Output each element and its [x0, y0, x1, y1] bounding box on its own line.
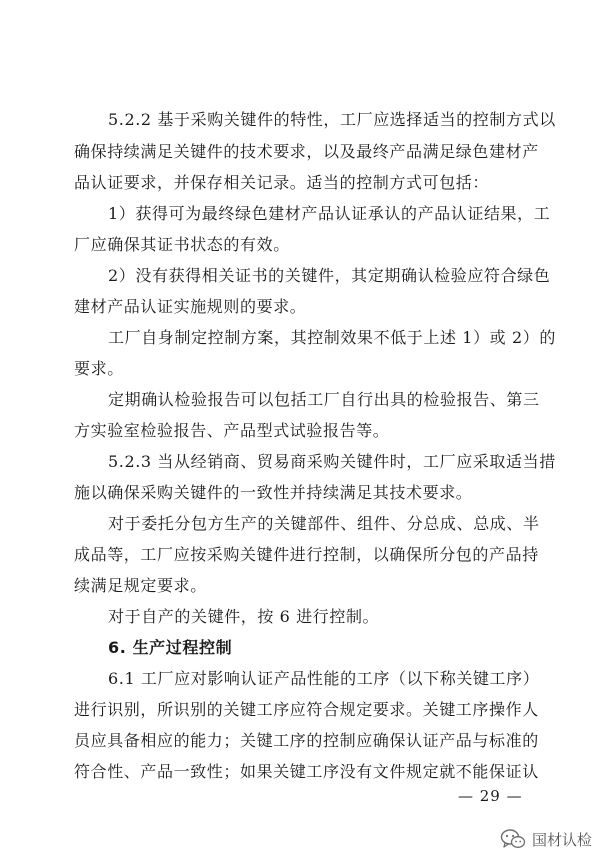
text-line: 施以确保采购关键件的一致性并持续满足其技术要求。	[74, 483, 473, 502]
text-line: 2）没有获得相关证书的关键件，其定期确认检验应符合绿色	[108, 266, 551, 285]
text-line: 成品等，工厂应按采购关键件进行控制，以确保所分包的产品持	[74, 545, 539, 564]
watermark-text: 国材认检	[532, 830, 593, 849]
text-line: 6.1 工厂应对影响认证产品性能的工序（以下称关键工序）	[108, 669, 540, 688]
text-line: 对于自产的关键件，按 6 进行控制。	[108, 607, 380, 626]
text-line: 符合性、产品一致性；如果关键工序没有文件规定就不能保证认	[74, 762, 539, 781]
watermark	[500, 824, 592, 854]
text-line: 1）获得可为最终绿色建材产品认证承认的产品认证结果，工	[108, 204, 551, 223]
text-line: 工厂自身制定控制方案，其控制效果不低于上述 1）或 2）的	[108, 328, 556, 347]
text-line: 续满足规定要求。	[74, 576, 207, 595]
text-line: 品认证要求，并保存相关记录。适当的控制方式可包括：	[74, 173, 490, 192]
text-line: 5.2.2 基于采购关键件的特性，工厂应选择适当的控制方式以	[108, 110, 556, 129]
text-line: 对于委托分包方生产的关键部件、组件、分总成、总成、半	[108, 514, 540, 533]
text-line: 厂应确保其证书状态的有效。	[74, 235, 290, 254]
text-line: 5.2.3 当从经销商、贸易商采购关键件时，工厂应采取适当措	[108, 452, 556, 471]
text-line: 员应具备相应的能力；关键工序的控制应确保认证产品与标准的	[74, 731, 539, 750]
text-line: 要求。	[74, 359, 124, 378]
section-heading: 6. 生产过程控制	[108, 638, 233, 657]
text-line: 建材产品认证实施规则的要求。	[74, 297, 307, 316]
text-line: 定期确认检验报告可以包括工厂自行出具的检验报告、第三	[108, 390, 540, 409]
text-line: 确保持续满足关键件的技术要求，以及最终产品满足绿色建材产	[74, 142, 539, 161]
page-number: — 29 —	[458, 787, 523, 805]
wechat-icon	[500, 828, 526, 850]
text-line: 进行识别，所识别的关键工序应符合规定要求。关键工序操作人	[74, 700, 539, 719]
text-line: 方实验室检验报告、产品型式试验报告等。	[74, 421, 390, 440]
